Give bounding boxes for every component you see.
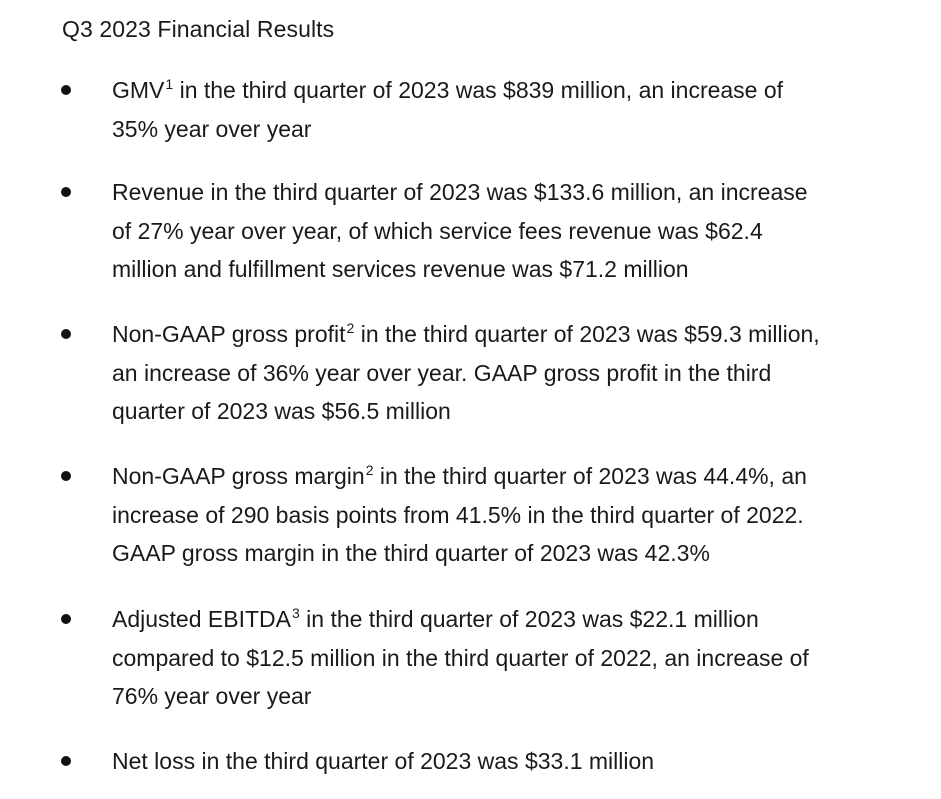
bullet-text-line xyxy=(112,457,892,496)
bullet-text-line xyxy=(112,677,892,716)
bullet-text-line xyxy=(112,639,892,678)
bullet-text xyxy=(112,457,892,573)
text-segment: compared to $12.5 million in the third quarter of 2022, an increase of xyxy=(112,644,809,671)
bullet-text xyxy=(112,315,892,431)
text-segment: GMV xyxy=(112,77,165,103)
bullet-text xyxy=(112,71,892,148)
text-segment: of 27% year over year, of which service fees revenue was $62.4 xyxy=(112,217,763,244)
footnote-marker: 3 xyxy=(291,605,300,621)
text-segment: Revenue in the third quarter of 2023 was $133.6 million, an increase xyxy=(112,179,808,205)
bullet-dot-icon xyxy=(61,614,71,624)
bullet-text-line xyxy=(112,742,892,781)
bullet-text-line xyxy=(112,315,892,354)
text-segment: increase of 290 basis points from 41.5% in the third quarter of 2022. xyxy=(112,501,804,528)
bullet-text-line xyxy=(112,496,892,535)
bullet-text xyxy=(112,173,892,289)
bullet-text-line xyxy=(112,250,892,289)
text-segment: Non-GAAP gross margin xyxy=(112,463,365,489)
text-segment: 35% year over year xyxy=(112,115,312,142)
text-segment: quarter of 2023 was $56.5 million xyxy=(112,398,451,424)
footnote-marker: 2 xyxy=(365,462,374,478)
text-segment: GAAP gross margin in the third quarter of 2023 was 42.3% xyxy=(112,540,710,566)
bullet-dot-icon xyxy=(61,187,71,197)
text-segment: in the third quarter of 2023 was $22.1 million xyxy=(299,606,759,632)
text-segment: in the third quarter of 2023 was $59.3 million, xyxy=(354,321,820,347)
bullet-text-line xyxy=(112,71,892,110)
bullet-dot-icon xyxy=(61,756,71,766)
bullet-text-line xyxy=(112,600,892,639)
bullet-dot-icon xyxy=(61,329,71,339)
text-segment: in the third quarter of 2023 was $839 million, an increase of xyxy=(173,77,784,103)
bullet-dot-icon xyxy=(61,85,71,95)
bullet-text-line xyxy=(112,534,892,573)
text-segment: 76% year over year xyxy=(112,683,312,709)
bullet-text-line xyxy=(112,173,892,212)
text-segment: in the third quarter of 2023 was 44.4%, an xyxy=(373,463,807,489)
bullet-text xyxy=(112,742,892,781)
text-segment: million and fulfillment services revenue was $71.2 million xyxy=(112,256,689,282)
text-segment: Non-GAAP gross profit xyxy=(112,321,346,347)
bullet-text xyxy=(112,600,892,716)
bullet-text-line xyxy=(112,212,892,251)
text-segment: Adjusted EBITDA xyxy=(112,606,291,632)
footnote-marker: 1 xyxy=(165,76,174,92)
bullet-text-line xyxy=(112,392,892,431)
document-title: Q3 2023 Financial Results xyxy=(62,16,335,42)
bullet-dot-icon xyxy=(61,471,71,481)
text-segment: an increase of 36% year over year. GAAP gross profit in the third xyxy=(112,359,772,386)
footnote-marker: 2 xyxy=(346,320,355,336)
bullet-text-line xyxy=(112,110,892,149)
text-segment: Net loss in the third quarter of 2023 was $33.1 million xyxy=(112,748,655,774)
bullet-text-line xyxy=(112,354,892,393)
